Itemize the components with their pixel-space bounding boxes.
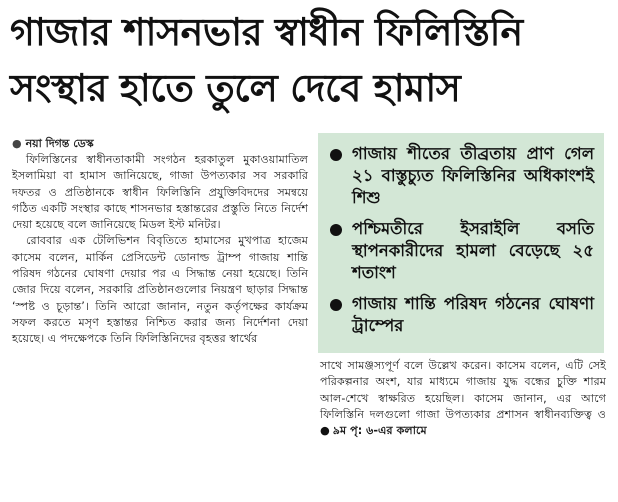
related-headline-2[interactable] <box>330 218 594 284</box>
related-headlines-box <box>318 133 604 353</box>
headline-line-1: গাজার শাসনভার স্বাধীন ফিলিস্তিনি <box>10 10 523 54</box>
article-column-right <box>320 358 606 439</box>
bullet-icon <box>330 299 342 311</box>
article-column-left <box>12 152 308 348</box>
article-paragraph-2: রোববার এক টেলিভিশন বিবৃতিতে হামাসের মুখপাত্র হাজেম কাসেম বলেন, মার্কিন প্রেসিডেন্ট ডোনাল্ড ট্রাম্প গাজায় শান্তি পরিষদ গঠনের ঘোষণা দেয়ার পর এ সিদ্ধান্ত নেয়া হয়েছে। তিনি জোর দিয়ে বলেন, সরকারি প্রতিষ্ঠানগুলোর নিয়ন্ত্রণ ছাড়ার সিদ্ধান্ত ‘স্পষ্ট ও চূড়ান্ত’। তিনি আরো জানান, নতুন কর্তৃপক্ষের কার্যক্রম সফল করতে মসৃণ হস্তান্তর নিশ্চিত করার জন্য নির্দেশনা দেয়া হয়েছে। এ পদক্ষেপকে তিনি ফিলিস্তিনিদের বৃহত্তর স্বার্থের <box>12 234 308 346</box>
related-headline-1[interactable] <box>330 143 594 209</box>
article-paragraph-3 <box>320 358 606 439</box>
related-headline-text: গাজায় শান্তি পরিষদ গঠনের ঘোষণা ট্রাম্পের <box>352 294 594 335</box>
bullet-icon: ● <box>320 424 330 438</box>
headline <box>10 4 610 116</box>
bullet-icon <box>330 224 342 236</box>
article-paragraph-1: ফিলিস্তিনের স্বাধীনতাকামী সংগঠন হরকাতুল মুকাওয়ামাতিল ইসলামিয়া বা হামাস জানিয়েছে, গাজা উপত্যকার সব সরকারি দফতর ও প্রতিষ্ঠানকে স্বাধীন ফিলিস্তিনি প্রযুক্তিবিদদের সমন্বয়ে গঠিত একটি সংস্থার কাছে শাসনভার হস্তান্তরের প্রস্তুতি নিতে নির্দেশ দেয়া হয়েছে বলে জানিয়েছে মিডল ইস্ট মনিটর। <box>12 153 308 232</box>
continuation-text: ৯ম পৃ: ৬-এর কলামে <box>332 424 427 438</box>
headline-line-2: সংস্থার হাতে তুলে দেবে হামাস <box>10 66 461 110</box>
related-headline-3[interactable] <box>330 293 594 337</box>
continuation-note[interactable] <box>320 424 427 437</box>
bullet-icon <box>330 149 342 161</box>
related-headline-text: গাজায় শীতের তীব্রতায় প্রাণ গেল ২১ বাস্তুচ্যুত ফিলিস্তিনির অধিকাংশই শিশু <box>352 144 594 207</box>
related-headline-text: পশ্চিমতীরে ইসরাইলি বসতি স্থাপনকারীদের হামলা বেড়েছে ২৫ শতাংশ <box>352 219 594 282</box>
byline-text: নয়া দিগন্ত ডেস্ক <box>25 137 94 150</box>
bullet-icon: ● <box>12 137 22 150</box>
article-paragraph-3-text: সাথে সামঞ্জস্যপূর্ণ বলে উল্লেখ করেন। কাসেম বলেন, এটি সেই পরিকল্পনার অংশ, যার মাধ্যমে গাজায় যুদ্ধ বন্ধের চুক্তি শারম আল-শেখে স্বাক্ষরিত হয়েছিল। কাসেম জানান, এর আগে ফিলিস্তিনি দলগুলো গাজা উপত্যকার প্রশাসন স্বাধীনব্যক্তিত্ব ও <box>320 359 606 421</box>
